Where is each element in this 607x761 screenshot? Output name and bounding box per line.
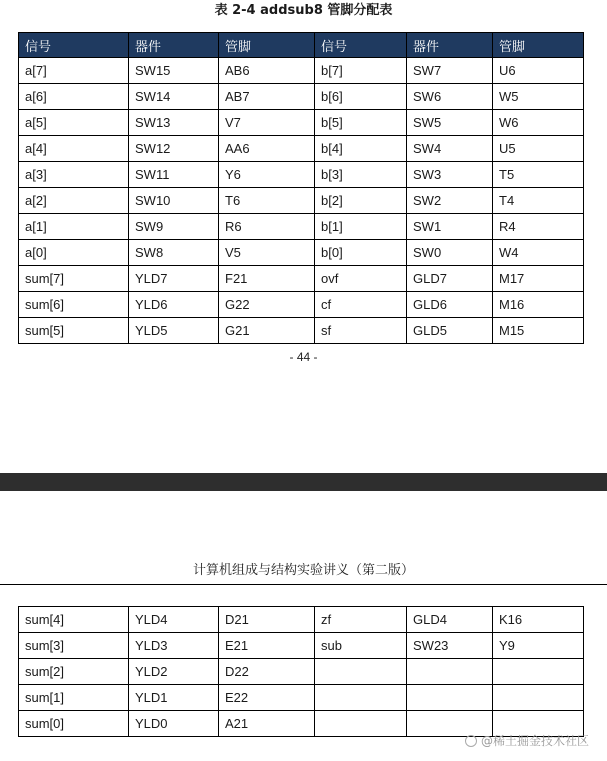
header-signal: 信号 (315, 33, 407, 58)
table-cell: sum[3] (19, 633, 129, 659)
table-cell: K16 (493, 607, 584, 633)
table-cell: U6 (493, 58, 584, 84)
header-signal: 信号 (19, 33, 129, 58)
table-cell: SW15 (129, 58, 219, 84)
table-cell (315, 711, 407, 737)
table-cell: M15 (493, 318, 584, 344)
table-cell: W6 (493, 110, 584, 136)
table-row (19, 58, 584, 84)
table-cell: sf (315, 318, 407, 344)
table-cell: D22 (219, 659, 315, 685)
table-cell: a[1] (19, 214, 129, 240)
table-cell: SW6 (407, 84, 493, 110)
watermark (465, 732, 589, 749)
table-cell: G21 (219, 318, 315, 344)
header-device: 器件 (129, 33, 219, 58)
table-cell: W5 (493, 84, 584, 110)
table-cell: Y6 (219, 162, 315, 188)
table-row (19, 659, 584, 685)
table-row (19, 110, 584, 136)
table-cell: A21 (219, 711, 315, 737)
table-cell: YLD2 (129, 659, 219, 685)
table-row (19, 633, 584, 659)
table-cell: M17 (493, 266, 584, 292)
table-cell: D21 (219, 607, 315, 633)
table-cell: SW7 (407, 58, 493, 84)
table-cell: SW0 (407, 240, 493, 266)
table-row (19, 318, 584, 344)
table-row (19, 240, 584, 266)
table-cell: b[6] (315, 84, 407, 110)
table-cell: T6 (219, 188, 315, 214)
table-cell: sum[4] (19, 607, 129, 633)
table-cell: GLD7 (407, 266, 493, 292)
table-cell: T4 (493, 188, 584, 214)
table-cell: F21 (219, 266, 315, 292)
table-cell (493, 685, 584, 711)
pin-assignment-table-bottom (18, 606, 584, 737)
table-cell: b[0] (315, 240, 407, 266)
table-cell: sum[1] (19, 685, 129, 711)
table-cell: YLD3 (129, 633, 219, 659)
table-cell: sum[7] (19, 266, 129, 292)
table-cell: b[4] (315, 136, 407, 162)
table-cell: AB6 (219, 58, 315, 84)
table-row (19, 136, 584, 162)
table-cell: Y9 (493, 633, 584, 659)
table-cell: YLD7 (129, 266, 219, 292)
table-cell: SW2 (407, 188, 493, 214)
table-row (19, 188, 584, 214)
table-cell (315, 659, 407, 685)
table-cell: YLD4 (129, 607, 219, 633)
table-cell: SW4 (407, 136, 493, 162)
table-cell: a[3] (19, 162, 129, 188)
table-cell: AA6 (219, 136, 315, 162)
table-cell: GLD6 (407, 292, 493, 318)
header-device: 器件 (407, 33, 493, 58)
table-cell: M16 (493, 292, 584, 318)
table-cell: V7 (219, 110, 315, 136)
table-cell: b[3] (315, 162, 407, 188)
table-row (19, 292, 584, 318)
table-row (19, 84, 584, 110)
table-cell: SW1 (407, 214, 493, 240)
table-cell: YLD5 (129, 318, 219, 344)
table-cell: YLD1 (129, 685, 219, 711)
table-body-bottom (19, 607, 584, 737)
table-cell: SW3 (407, 162, 493, 188)
running-header: 计算机组成与结构实验讲义（第二版） (192, 563, 414, 578)
table-cell: V5 (219, 240, 315, 266)
table-cell: YLD6 (129, 292, 219, 318)
table-cell: ovf (315, 266, 407, 292)
table-header-row (19, 33, 584, 58)
table-cell: SW14 (129, 84, 219, 110)
header-pin: 管脚 (219, 33, 315, 58)
watermark-logo-icon (465, 735, 477, 747)
table-cell (315, 685, 407, 711)
table-cell: T5 (493, 162, 584, 188)
table-cell (407, 659, 493, 685)
page-number: - 44 - (289, 350, 318, 364)
table-cell: SW11 (129, 162, 219, 188)
table-cell: sum[0] (19, 711, 129, 737)
table-cell (493, 659, 584, 685)
table-cell: SW8 (129, 240, 219, 266)
table-cell: AB7 (219, 84, 315, 110)
table-cell: a[4] (19, 136, 129, 162)
table-cell: a[6] (19, 84, 129, 110)
table-cell: a[7] (19, 58, 129, 84)
watermark-text: @稀土掘金技术社区 (480, 734, 589, 748)
table-cell: U5 (493, 136, 584, 162)
table-cell: SW12 (129, 136, 219, 162)
table-cell: b[1] (315, 214, 407, 240)
table-cell (407, 685, 493, 711)
table-cell: sub (315, 633, 407, 659)
table-cell: sum[5] (19, 318, 129, 344)
table-cell: a[5] (19, 110, 129, 136)
table-row (19, 214, 584, 240)
table-cell: E21 (219, 633, 315, 659)
table-cell: R6 (219, 214, 315, 240)
table-cell: GLD4 (407, 607, 493, 633)
table-cell: W4 (493, 240, 584, 266)
table-caption: 表 2-4 addsub8 管脚分配表 (214, 3, 393, 18)
table-cell: R4 (493, 214, 584, 240)
page-break-divider (0, 473, 607, 491)
table-row (19, 607, 584, 633)
table-cell: G22 (219, 292, 315, 318)
table-cell: SW10 (129, 188, 219, 214)
table-cell: zf (315, 607, 407, 633)
table-cell: sum[6] (19, 292, 129, 318)
header-rule (0, 584, 607, 585)
table-cell: a[2] (19, 188, 129, 214)
table-cell: a[0] (19, 240, 129, 266)
pin-assignment-table-top (18, 32, 584, 344)
table-cell: SW9 (129, 214, 219, 240)
table-cell: SW23 (407, 633, 493, 659)
header-pin: 管脚 (493, 33, 584, 58)
table-cell: GLD5 (407, 318, 493, 344)
table-cell: SW5 (407, 110, 493, 136)
table-cell: SW13 (129, 110, 219, 136)
table-cell: b[5] (315, 110, 407, 136)
table-cell: b[2] (315, 188, 407, 214)
table-cell: E22 (219, 685, 315, 711)
table-row (19, 685, 584, 711)
table-row (19, 162, 584, 188)
table-body-top (19, 58, 584, 344)
table-row (19, 266, 584, 292)
table-cell: cf (315, 292, 407, 318)
table-cell: YLD0 (129, 711, 219, 737)
table-cell: sum[2] (19, 659, 129, 685)
table-cell: b[7] (315, 58, 407, 84)
